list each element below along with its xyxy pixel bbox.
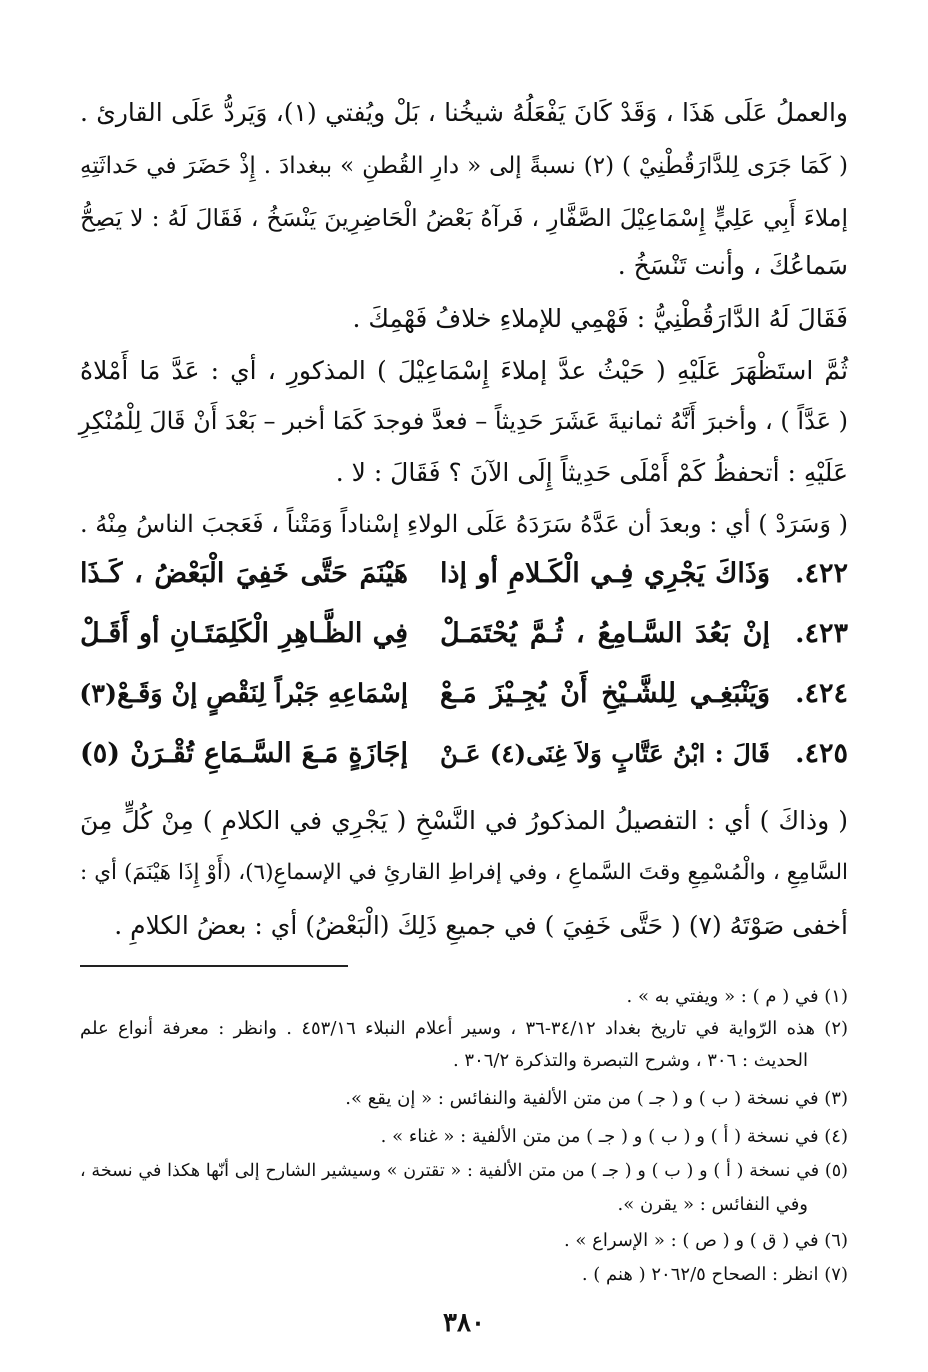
verse-number: ٤٢٢. bbox=[795, 558, 848, 589]
verse-first-hemistich: قَالَ : ابْنُ عَتَّابٍ وَلاَ غِنَى(٤) عَـنْ bbox=[440, 739, 770, 768]
verse-422 bbox=[80, 552, 848, 596]
text-line-3: إملاءَ أَبِي عَلِيٍّ إِسْمَاعِيْلَ الصَّفَّارِ ، فَرآهُ بَعْضُ الْحَاضِرِينَ يَنْسَخُ ، فَقَالَ لَهُ : لا يَصِحُّ bbox=[80, 204, 848, 232]
text-line-9: ( وَسَرَدْ ) أي : وبعدَ أن عَدَّهُ سَرَدَهُ عَلَى الولاءِ إسْناداً وَمَتْناً ، فَعَجبَ الناسُ مِنْهُ . bbox=[80, 510, 848, 538]
footnote-6: (٦) في ( ق ) و ( ص ) : « الإسراع » . bbox=[563, 1230, 848, 1251]
footnote-3: (٣) في نسخة ( ب ) و ( جـ ) من متن الألفية والنفائس : « إن يقع ». bbox=[345, 1088, 848, 1109]
verse-first-hemistich: إنْ بَعُدَ السَّـامِعُ ، ثُـمَّ يُحْتَمَـلْ bbox=[440, 618, 770, 649]
footnote-1: (١) في ( م ) : « ويفتي به » . bbox=[626, 986, 848, 1007]
footnote-5: (٥) في نسخة ( أ ) و ( ب ) و ( جـ ) من متن الألفية : « تقترن » وسيشير الشارح إلى أنّها هكذا في نسخة ، bbox=[80, 1161, 848, 1181]
commentary-line-1: ( وذاكَ ) أي : التفصيلُ المذكورُ في النَّسْخِ ( يَجْرِي في الكلامِ ) مِنْ كُلٍّ مِنَ bbox=[80, 806, 848, 835]
text-line-8: عَلَيْهِ : أتحفظُ كَمْ أَمْلَى حَدِيثاً إِلَى الآنَ ؟ فَقَالَ : لا . bbox=[335, 458, 848, 487]
footnote-2-continued: الحديث : ٣٠٦ ، وشرح التبصرة والتذكرة ٣٠٦/٢ . bbox=[452, 1050, 808, 1071]
verse-first-hemistich: وَذَاكَ يَجْرِي فِـي الْكَـلامِ أو إذا bbox=[440, 558, 770, 589]
text-line-6: ثُمَّ استَظْهَرَ عَلَيْهِ ( حَيْثُ عدَّ إملاءَ إِسْمَاعِيْلَ ) المذكورِ ، أي : عَدَّ مَا أَمْلاهُ bbox=[80, 356, 848, 385]
verse-number: ٤٢٥. bbox=[795, 738, 848, 769]
commentary-line-3: أخفى صَوْتَهُ (٧) ( حَتَّى خَفِيَ ) في جميعِ ذَلِكَ (الْبَعْضُ) أي : بعضُ الكلامِ . bbox=[114, 911, 848, 940]
commentary-line-2: السَّامِعِ ، والْمُسْمِعِ وقتَ السَّماعِ ، وفي إفراطِ القارئِ في الإسماعِ(٦)، (أَوْ إِذَا هَيْنَمَ) أي : bbox=[80, 860, 849, 885]
verse-423 bbox=[80, 612, 848, 656]
verse-424 bbox=[80, 672, 848, 716]
text-line-7: ( عَدَّاً ) ، وأخبرَ أَنَّهُ ثمانيةَ عَشَرَ حَدِيثاً – فعدَّ فوجدَ كَمَا أخبر – بَعْدَ أَنْ قَالَ لِلْمُنْكِرِ bbox=[78, 407, 848, 435]
verse-first-hemistich: وَيَنْبَغِـي لِلشَّـيْخِ أَنْ يُجِـيْزَ مَـعْ bbox=[440, 678, 770, 709]
text-line-5: فَقَالَ لَهُ الدَّارَقُطْنِيُّ : فَهْمِي للإملاءِ خلافُ فَهْمِكَ . bbox=[352, 304, 848, 333]
text-line-1: والعملُ عَلَى هَذَا ، وَقَدْ كَانَ يَفْعَلُهُ شيخُنا ، بَلْ ويُفتي (١)، وَيَردُّ عَلَى القارئ . bbox=[80, 98, 849, 127]
verse-number: ٤٢٤. bbox=[795, 678, 848, 709]
text-line-4: سَماعُكَ ، وأنت تَنْسَخُ . bbox=[617, 251, 848, 280]
footnote-5-continued: وفي النفائس : « يقرن ». bbox=[617, 1194, 808, 1215]
text-line-2: ( كَمَا جَرَى لِلدَّارَقُطْنِيْ ) (٢) نسبةً إلى « دارِ القُطنِ » ببغدادَ . إِذْ حَضَرَ في حَداثَتِهِ bbox=[80, 153, 848, 179]
verse-second-hemistich: إجَازَةٍ مَـعَ السَّـمَاعِ تُقْـرَنْ (٥) bbox=[80, 738, 408, 769]
footnote-separator bbox=[80, 965, 348, 967]
footnote-7: (٧) انظر : الصحاح ٢٠٦٢/٥ ( هنم ) . bbox=[581, 1264, 848, 1285]
verse-425 bbox=[80, 732, 848, 776]
footnote-4: (٤) في نسخة ( أ ) و ( ب ) و ( جـ ) من متن الألفية : « غناء » . bbox=[380, 1126, 848, 1147]
page-number: ٣٨٠ bbox=[443, 1308, 485, 1338]
verse-second-hemistich: فِي الظَّـاهِرِ الْكَلِمَتَـانِ أو أَقَـلْ bbox=[80, 618, 408, 649]
verse-second-hemistich: إسْمَاعِهِ جَبْراً لِنَقْصٍ إنْ وَقَـعْ(٣) bbox=[79, 679, 408, 709]
verse-second-hemistich: هَيْنَمَ حَتَّى خَفِيَ الْبَعْضُ ، كَـذَا bbox=[80, 558, 408, 589]
verse-number: ٤٢٣. bbox=[795, 618, 848, 649]
footnote-2: (٢) هذه الرّواية في تاريخ بغداد ٣٤/١٢-٣٦ ، وسير أعلام النبلاء ٤٥٣/١٦ . وانظر : معرفة أنواع علم bbox=[80, 1018, 849, 1039]
